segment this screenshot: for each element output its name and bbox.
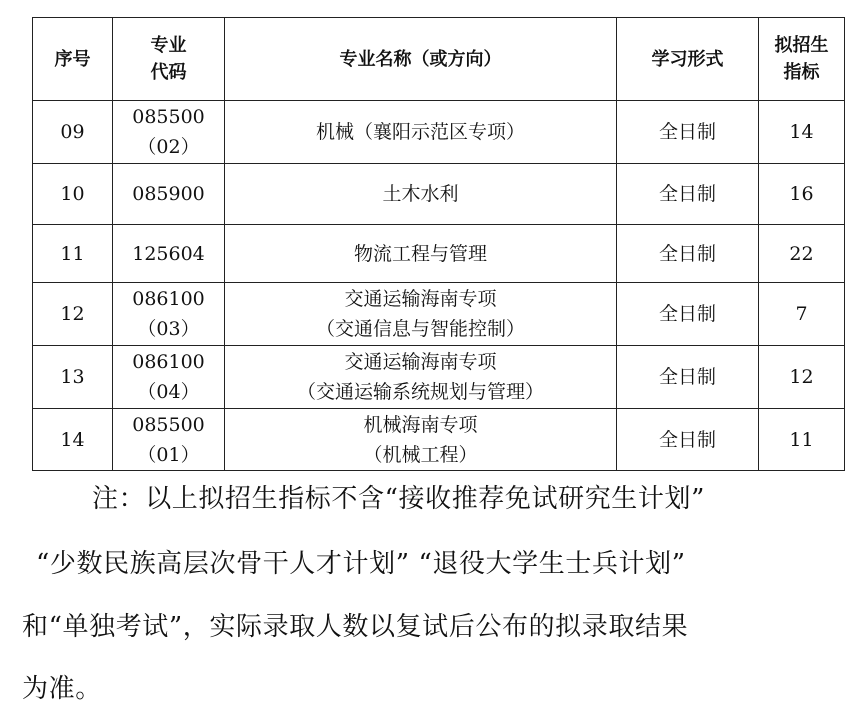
header-quota: 拟招生 指标 (759, 18, 845, 101)
note-line-1: 注：以上拟招生指标不含“接收推荐免试研究生计划” (92, 484, 705, 514)
quota-cell: 22 (759, 225, 845, 283)
header-study-mode: 学习形式 (617, 18, 759, 101)
table-row (33, 101, 845, 164)
serial-cell: 09 (33, 101, 113, 164)
quota-cell: 12 (759, 346, 845, 409)
major-name-cell: 机械（襄阳示范区专项） (225, 101, 617, 164)
study-mode-cell: 全日制 (617, 164, 759, 225)
note-line-3: 和“单独考试”，实际录取人数以复试后公布的拟录取结果 (22, 612, 689, 642)
table-row (33, 283, 845, 346)
header-major-code: 专业 代码 (113, 18, 225, 101)
major-name-cell: 机械海南专项 （机械工程） (225, 409, 617, 471)
quota-cell: 14 (759, 101, 845, 164)
table-row (33, 164, 845, 225)
major-name-cell: 土木水利 (225, 164, 617, 225)
major-name-cell: 交通运输海南专项 （交通信息与智能控制） (225, 283, 617, 346)
table-row (33, 225, 845, 283)
study-mode-cell: 全日制 (617, 225, 759, 283)
code-cell: 085500 （02） (113, 101, 225, 164)
code-cell: 125604 (113, 225, 225, 283)
note-line-2: “少数民族高层次骨干人才计划” “退役大学生士兵计划” (36, 549, 686, 579)
code-cell: 086100 （04） (113, 346, 225, 409)
study-mode-cell: 全日制 (617, 283, 759, 346)
note-line-4: 为准。 (22, 674, 102, 704)
study-mode-cell: 全日制 (617, 409, 759, 471)
serial-cell: 13 (33, 346, 113, 409)
quota-cell: 11 (759, 409, 845, 471)
major-name-cell: 交通运输海南专项 （交通运输系统规划与管理） (225, 346, 617, 409)
quota-cell: 16 (759, 164, 845, 225)
serial-cell: 11 (33, 225, 113, 283)
code-cell: 086100 （03） (113, 283, 225, 346)
table-row (33, 346, 845, 409)
enrollment-quota-table (32, 17, 845, 471)
study-mode-cell: 全日制 (617, 346, 759, 409)
serial-cell: 10 (33, 164, 113, 225)
table-row (33, 409, 845, 471)
code-cell: 085500 （01） (113, 409, 225, 471)
study-mode-cell: 全日制 (617, 101, 759, 164)
serial-cell: 14 (33, 409, 113, 471)
header-major-name: 专业名称（或方向） (225, 18, 617, 101)
major-name-cell: 物流工程与管理 (225, 225, 617, 283)
table-header-row (33, 18, 845, 101)
serial-cell: 12 (33, 283, 113, 346)
header-serial: 序号 (33, 18, 113, 101)
quota-cell: 7 (759, 283, 845, 346)
code-cell: 085900 (113, 164, 225, 225)
